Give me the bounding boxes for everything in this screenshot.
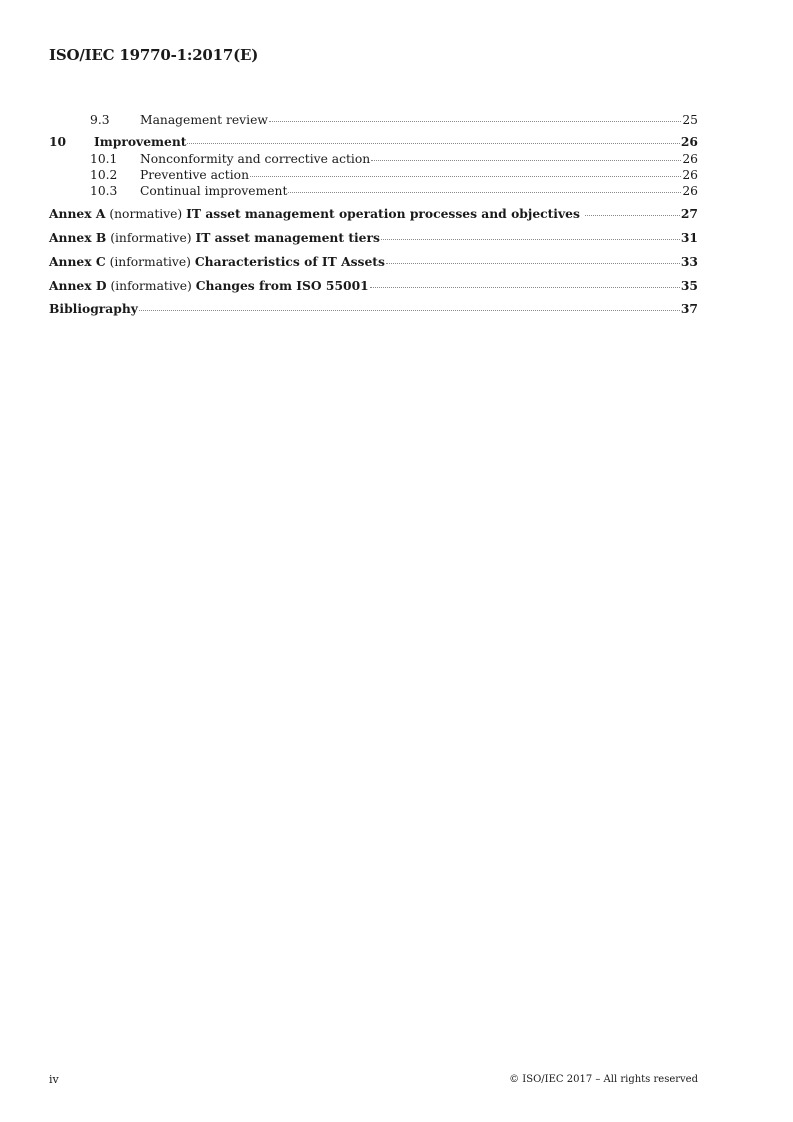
annex-type: (informative) xyxy=(109,255,191,269)
annex-label: Annex B xyxy=(49,230,107,245)
annex-label: Annex C xyxy=(49,254,106,269)
toc-entry-number: 10.3 xyxy=(90,184,118,198)
toc-entry-annex-a[interactable] xyxy=(49,206,698,222)
toc-entry-page: 33 xyxy=(680,254,698,269)
toc-entry-title: Nonconformity and corrective action xyxy=(140,152,371,166)
annex-type: (informative) xyxy=(110,279,192,293)
dot-leader xyxy=(371,160,681,161)
dot-leader xyxy=(386,263,680,264)
toc-entry-10-2[interactable] xyxy=(49,167,698,183)
annex-label: Annex D xyxy=(49,278,107,293)
toc-entry-annex-d[interactable] xyxy=(49,278,698,294)
toc-entry-title: Continual improvement xyxy=(140,184,288,198)
toc-entry-title: Management review xyxy=(140,113,268,127)
toc-entry-10[interactable] xyxy=(49,134,698,150)
toc-entry-annex-c[interactable] xyxy=(49,254,698,270)
toc-entry-10-3[interactable] xyxy=(49,183,698,199)
annex-title: Changes from ISO 55001 xyxy=(195,278,369,293)
annex-title: IT asset management operation processes and objectives xyxy=(186,206,580,221)
dot-leader xyxy=(269,121,681,122)
toc-entry-number: 10 xyxy=(49,134,67,149)
annex-type: (normative) xyxy=(109,207,183,221)
dot-leader xyxy=(288,192,681,193)
annex-type: (informative) xyxy=(110,231,192,245)
dot-leader xyxy=(139,310,680,311)
toc-entry-bibliography[interactable] xyxy=(49,301,698,317)
toc-entry-page: 31 xyxy=(680,230,698,245)
toc-entry-page: 26 xyxy=(680,134,698,149)
toc-entry-number: 10.2 xyxy=(90,168,118,182)
dot-leader xyxy=(187,143,679,144)
page-number: iv xyxy=(49,1073,59,1086)
toc-entry-title: Bibliography xyxy=(49,301,138,316)
annex-title: IT asset management tiers xyxy=(195,230,380,245)
toc-entry-9-3[interactable] xyxy=(49,112,698,128)
annex-label: Annex A xyxy=(49,206,106,221)
copyright-notice: © ISO/IEC 2017 – All rights reserved xyxy=(509,1074,698,1085)
document-id-header: ISO/IEC 19770-1:2017(E) xyxy=(49,46,259,64)
annex-title: Characteristics of IT Assets xyxy=(194,254,385,269)
toc-entry-10-1[interactable] xyxy=(49,151,698,167)
toc-entry-page: 35 xyxy=(680,278,698,293)
toc-entry-number: 10.1 xyxy=(90,152,118,166)
toc-entry-title: Improvement xyxy=(94,134,187,149)
dot-leader xyxy=(381,239,680,240)
toc-entry-title: Preventive action xyxy=(140,168,249,182)
toc-entry-page: 26 xyxy=(682,168,698,182)
toc-entry-number: 9.3 xyxy=(90,113,110,127)
toc-entry-page: 26 xyxy=(682,184,698,198)
toc-entry-page: 27 xyxy=(680,206,698,221)
dot-leader xyxy=(585,215,680,216)
dot-leader xyxy=(250,176,681,177)
dot-leader xyxy=(370,287,680,288)
toc-entry-page: 37 xyxy=(680,301,698,316)
toc-entry-page: 26 xyxy=(682,152,698,166)
toc-entry-annex-b[interactable] xyxy=(49,230,698,246)
toc-entry-page: 25 xyxy=(682,113,698,127)
